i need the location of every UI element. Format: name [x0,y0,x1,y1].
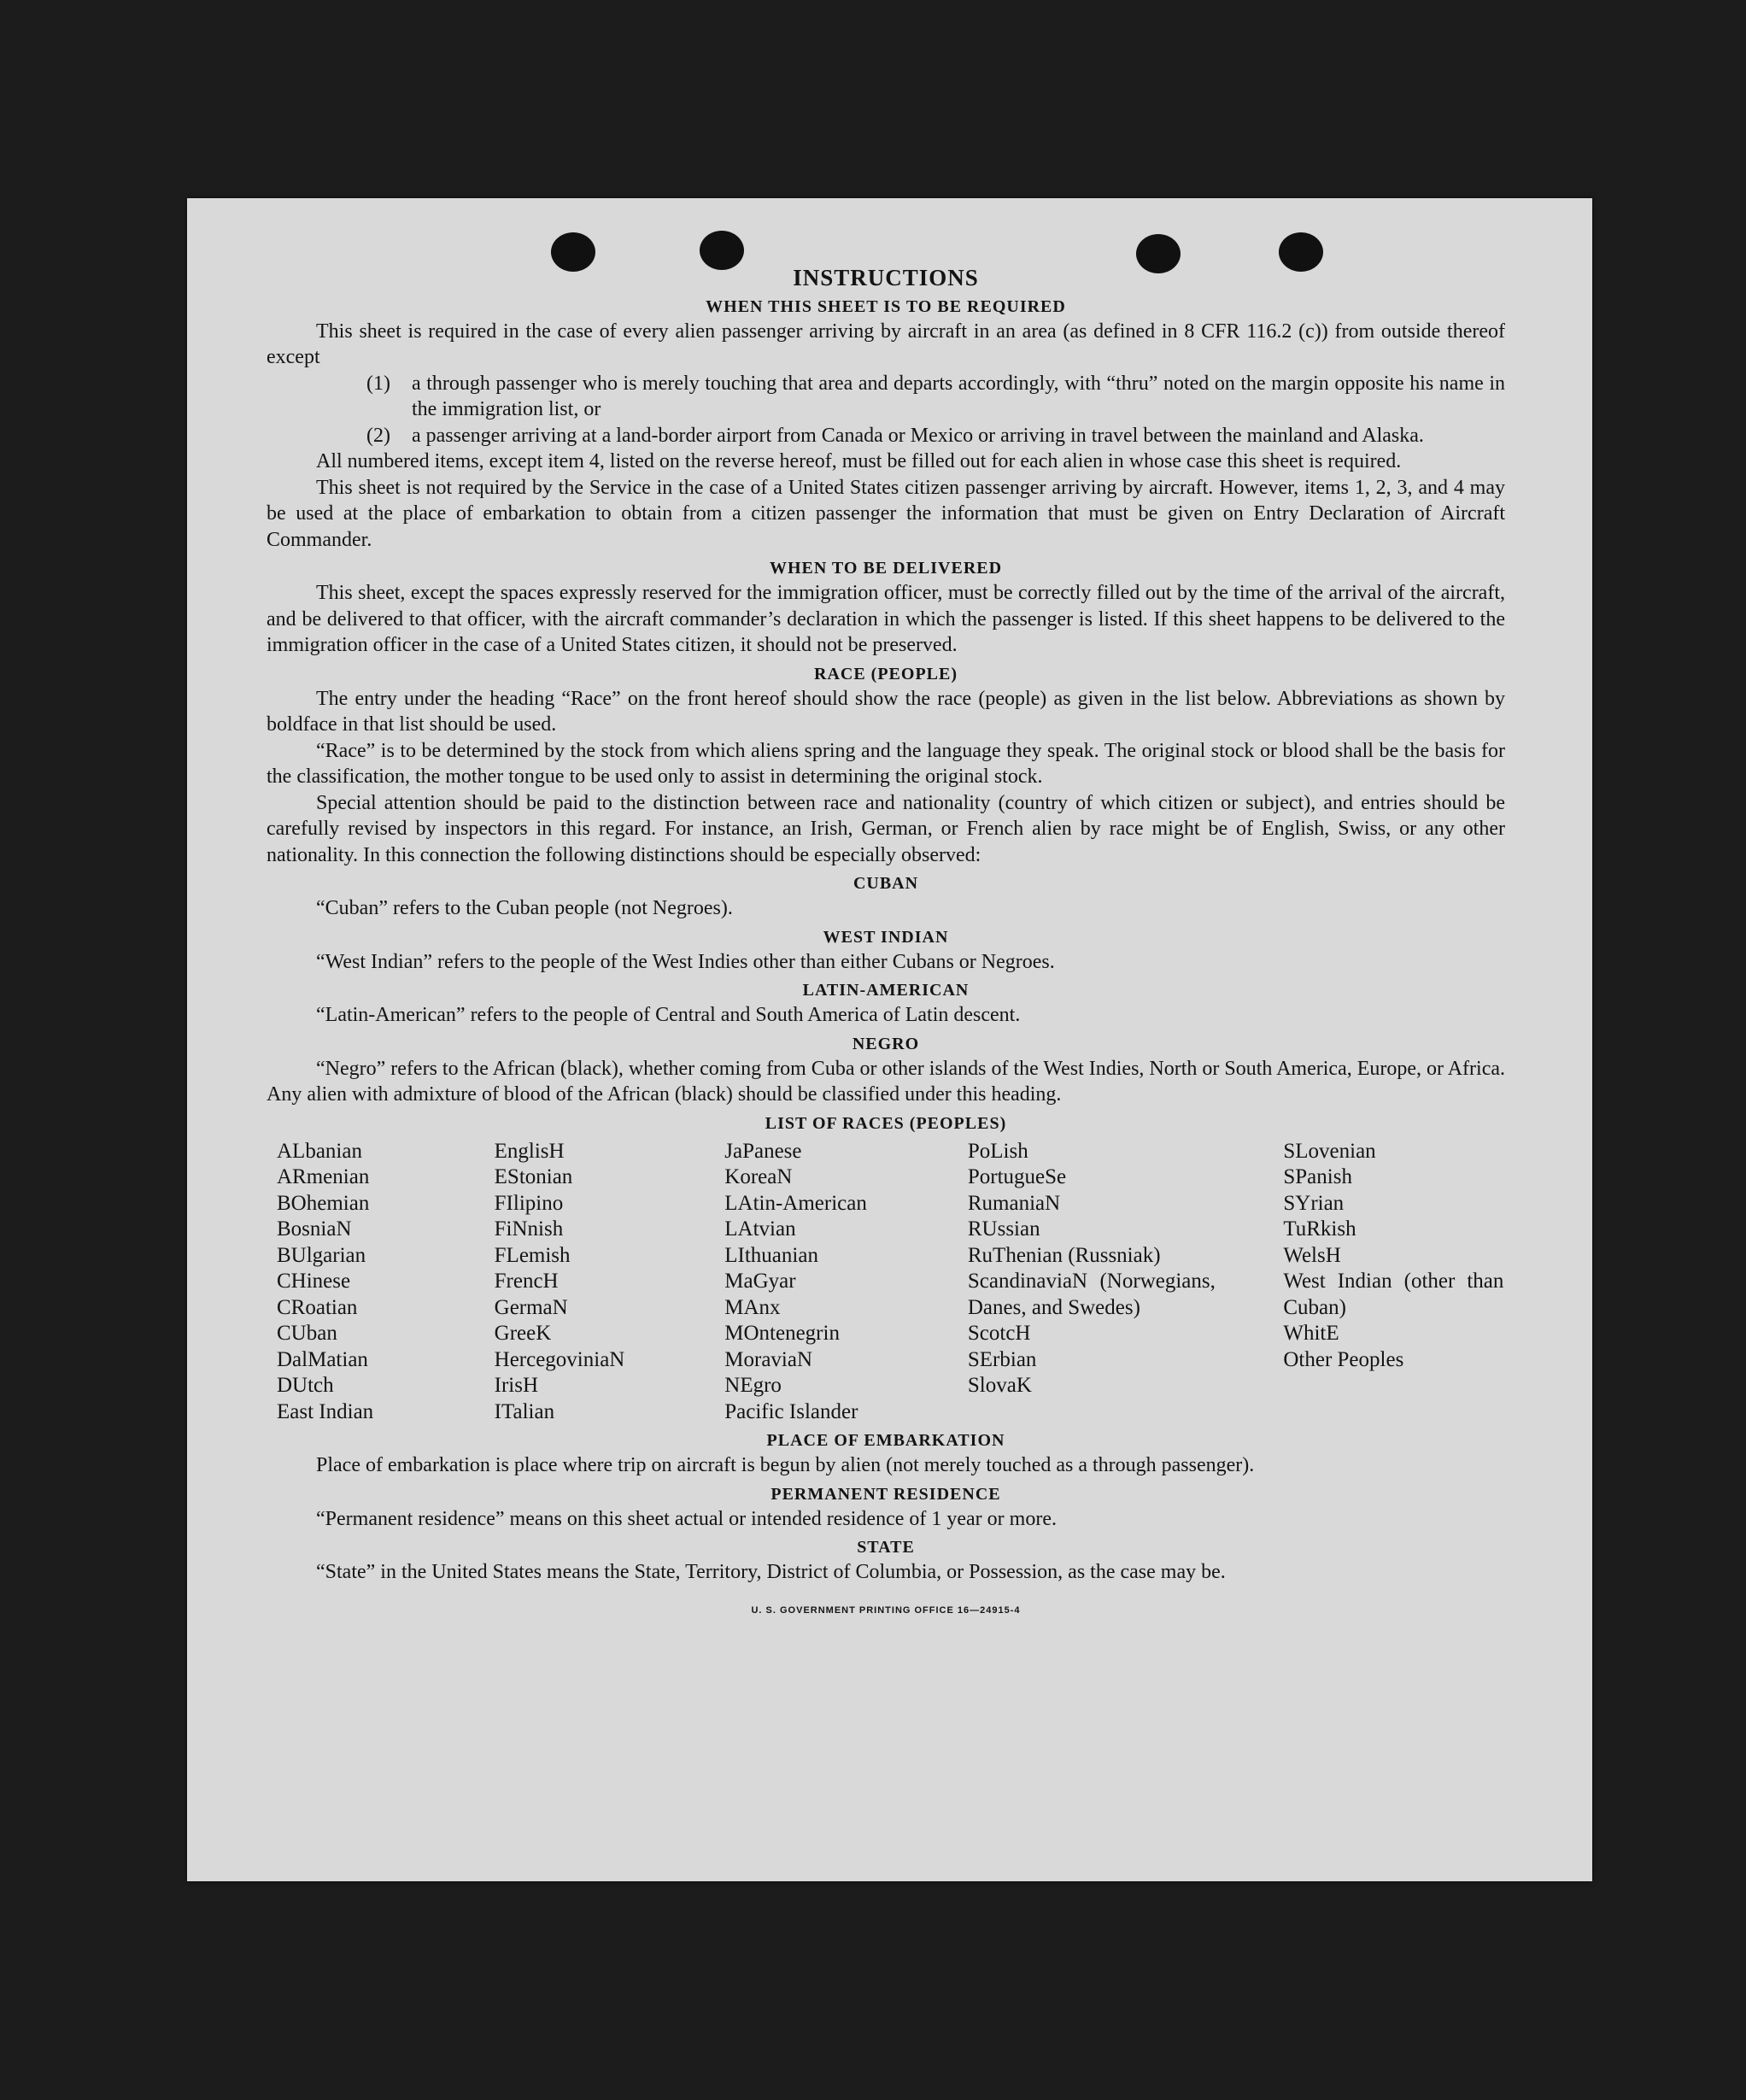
race-item: SPanish [1283,1165,1352,1188]
section-heading: WHEN THIS SHEET IS TO BE REQUIRED [706,296,1066,316]
race-column [1283,1139,1505,1426]
race-item: MaGyar [724,1270,796,1293]
paragraph: All numbered items, except item 4, listed on the reverse hereof, must be filled out for each alien in whose case this sheet is required. [316,450,1402,472]
section-heading: WEST INDIAN [823,927,949,947]
race-item: RuThenian (Russniak) [967,1243,1161,1267]
race-column [968,1139,1283,1426]
race-item: SYrian [1283,1191,1345,1215]
paragraph: “West Indian” refers to the people of the West Indies other than either Cubans or Negroes. [316,950,1055,973]
race-item: LAtin-American [724,1191,867,1215]
race-item: PortugueSe [967,1165,1067,1188]
race-item: BOhemian [277,1191,370,1215]
race-item: BUlgarian [277,1243,366,1267]
instructions-text [267,265,1505,1623]
race-item: HercegoviniaN [494,1347,625,1371]
race-item: MOntenegrin [724,1322,840,1345]
section-heading: LATIN-AMERICAN [802,981,970,1000]
race-item: PoLish [967,1139,1028,1163]
race-item: BosniaN [277,1217,352,1241]
race-item: RUssian [967,1217,1040,1241]
paragraph: The entry under the heading “Race” on the front hereof should show the race (people) as given in the list below. Abbreviations as shown by boldface in that list should be used. [267,687,1505,736]
race-item: NEgro [724,1374,782,1397]
race-item: RumaniaN [967,1191,1061,1215]
race-item: Other Peoples [1283,1347,1404,1371]
paragraph: “Race” is to be determined by the stock from which aliens spring and the language they speak. The original stock or blood shall be the basis for the classification, the mother tongue to be used only to assist in determining the original stock. [267,739,1505,788]
race-item: IrisH [494,1374,539,1397]
race-item: KoreaN [724,1165,793,1188]
section-heading: CUBAN [852,874,919,893]
race-item: ITalian [494,1399,555,1423]
printer-imprint: U. S. GOVERNMENT PRINTING OFFICE 16—24915-4 [751,1604,1021,1616]
race-item: ALbanian [277,1139,362,1163]
race-item: FiNnish [494,1217,564,1241]
item-text: a passenger arriving at a land-border airport from Canada or Mexico or arriving in travel between the mainland and Alaska. [412,424,1424,447]
paragraph: “State” in the United States means the State, Territory, District of Columbia, or Possession, as the case may be. [316,1561,1226,1583]
race-item: FLemish [494,1243,571,1267]
paragraph: Special attention should be paid to the distinction between race and nationality (country of which citizen or subject), and entries should be carefully revised by inspectors in this regard. For instance, an Irish, German, or French alien by race might be of English, Swiss, or any other nationality. In this connection the following distinctions should be especially observed: [267,791,1505,866]
paragraph: This sheet, except the spaces expressly reserved for the immigration officer, must be correctly filled out by the time of the arrival of the aircraft, and be delivered to that officer, with the aircraft commander’s declaration in which the passenger is listed. If this sheet happens to be delivered to the immigration officer in the case of a United States citizen, it should not be preserved. [267,582,1505,656]
race-item: MoraviaN [724,1347,813,1371]
race-item: EStonian [494,1165,573,1188]
race-column [495,1139,725,1426]
list-item [366,371,1505,423]
paragraph: This sheet is required in the case of every alien passenger arriving by aircraft in an area (as defined in 8 CFR 116.2 (c)) from outside thereof except [267,320,1505,368]
race-column [724,1139,968,1426]
race-column [277,1139,495,1426]
race-item: CUban [277,1322,337,1345]
paragraph: Place of embarkation is place where trip on aircraft is begun by alien (not merely touched as a through passenger). [316,1454,1255,1476]
list-item [366,423,1505,449]
section-heading: PLACE OF EMBARKATION [766,1431,1005,1450]
race-list [277,1139,1505,1426]
race-item: WhitE [1283,1322,1339,1345]
section-heading: WHEN TO BE DELIVERED [769,559,1003,578]
race-item: SlovaK [967,1374,1032,1397]
section-heading: PERMANENT RESIDENCE [770,1484,1001,1504]
race-item: LIthuanian [724,1243,818,1267]
race-item: SLovenian [1283,1139,1376,1163]
race-item: ARmenian [277,1165,370,1188]
paragraph: “Permanent residence” means on this sheet actual or intended residence of 1 year or more. [316,1507,1057,1530]
paragraph: This sheet is not required by the Service in the case of a United States citizen passenger arriving by aircraft. However, items 1, 2, 3, and 4 may be used at the place of embarkation to obtain from a citizen passenger the information that must be given on Entry Declaration of Aircraft Commander. [267,476,1505,551]
section-heading: NEGRO [852,1034,920,1053]
section-heading: STATE [857,1538,915,1557]
paragraph: “Latin-American” refers to the people of Central and South America of Latin descent. [316,1004,1021,1026]
race-item: Pacific Islander [724,1399,858,1423]
race-item: DalMatian [277,1347,368,1371]
race-item: SErbian [967,1347,1037,1371]
race-item: TuRkish [1283,1217,1356,1241]
race-item: EnglisH [494,1139,565,1163]
race-item: GreeK [494,1322,552,1345]
item-text: a through passenger who is merely touching that area and departs accordingly, with “thru” noted on the margin opposite his name in the immigration list, or [412,372,1505,420]
item-number: (1) [366,372,390,395]
race-item: GermaN [494,1295,568,1319]
page-title: INSTRUCTIONS [793,265,979,290]
race-item: ScotcH [967,1322,1031,1345]
race-item: East Indian [277,1399,374,1423]
item-number: (2) [366,424,390,447]
race-item: FIlipino [494,1191,564,1215]
race-item: CRoatian [277,1295,358,1319]
race-item: LAtvian [724,1217,796,1241]
race-item: ScandinaviaN (Norwegians, Danes, and Swedes) [967,1270,1216,1319]
section-heading: RACE (PEOPLE) [814,664,958,683]
race-item: West Indian (other than Cuban) [1283,1270,1504,1319]
paragraph: “Negro” refers to the African (black), whether coming from Cuba or other islands of the West Indies, North or South America, Europe, or Africa. Any alien with admixture of blood of the African (black) should be classified under this heading. [267,1057,1505,1106]
document-sheet [187,198,1592,1881]
race-item: FrencH [494,1270,559,1293]
paragraph: “Cuban” refers to the Cuban people (not Negroes). [316,897,733,919]
race-item: WelsH [1283,1243,1341,1267]
race-item: JaPanese [724,1139,802,1163]
race-item: CHinese [277,1270,351,1293]
race-item: MAnx [724,1295,781,1319]
section-heading: LIST OF RACES (PEOPLES) [765,1113,1007,1133]
race-item: DUtch [277,1374,334,1397]
